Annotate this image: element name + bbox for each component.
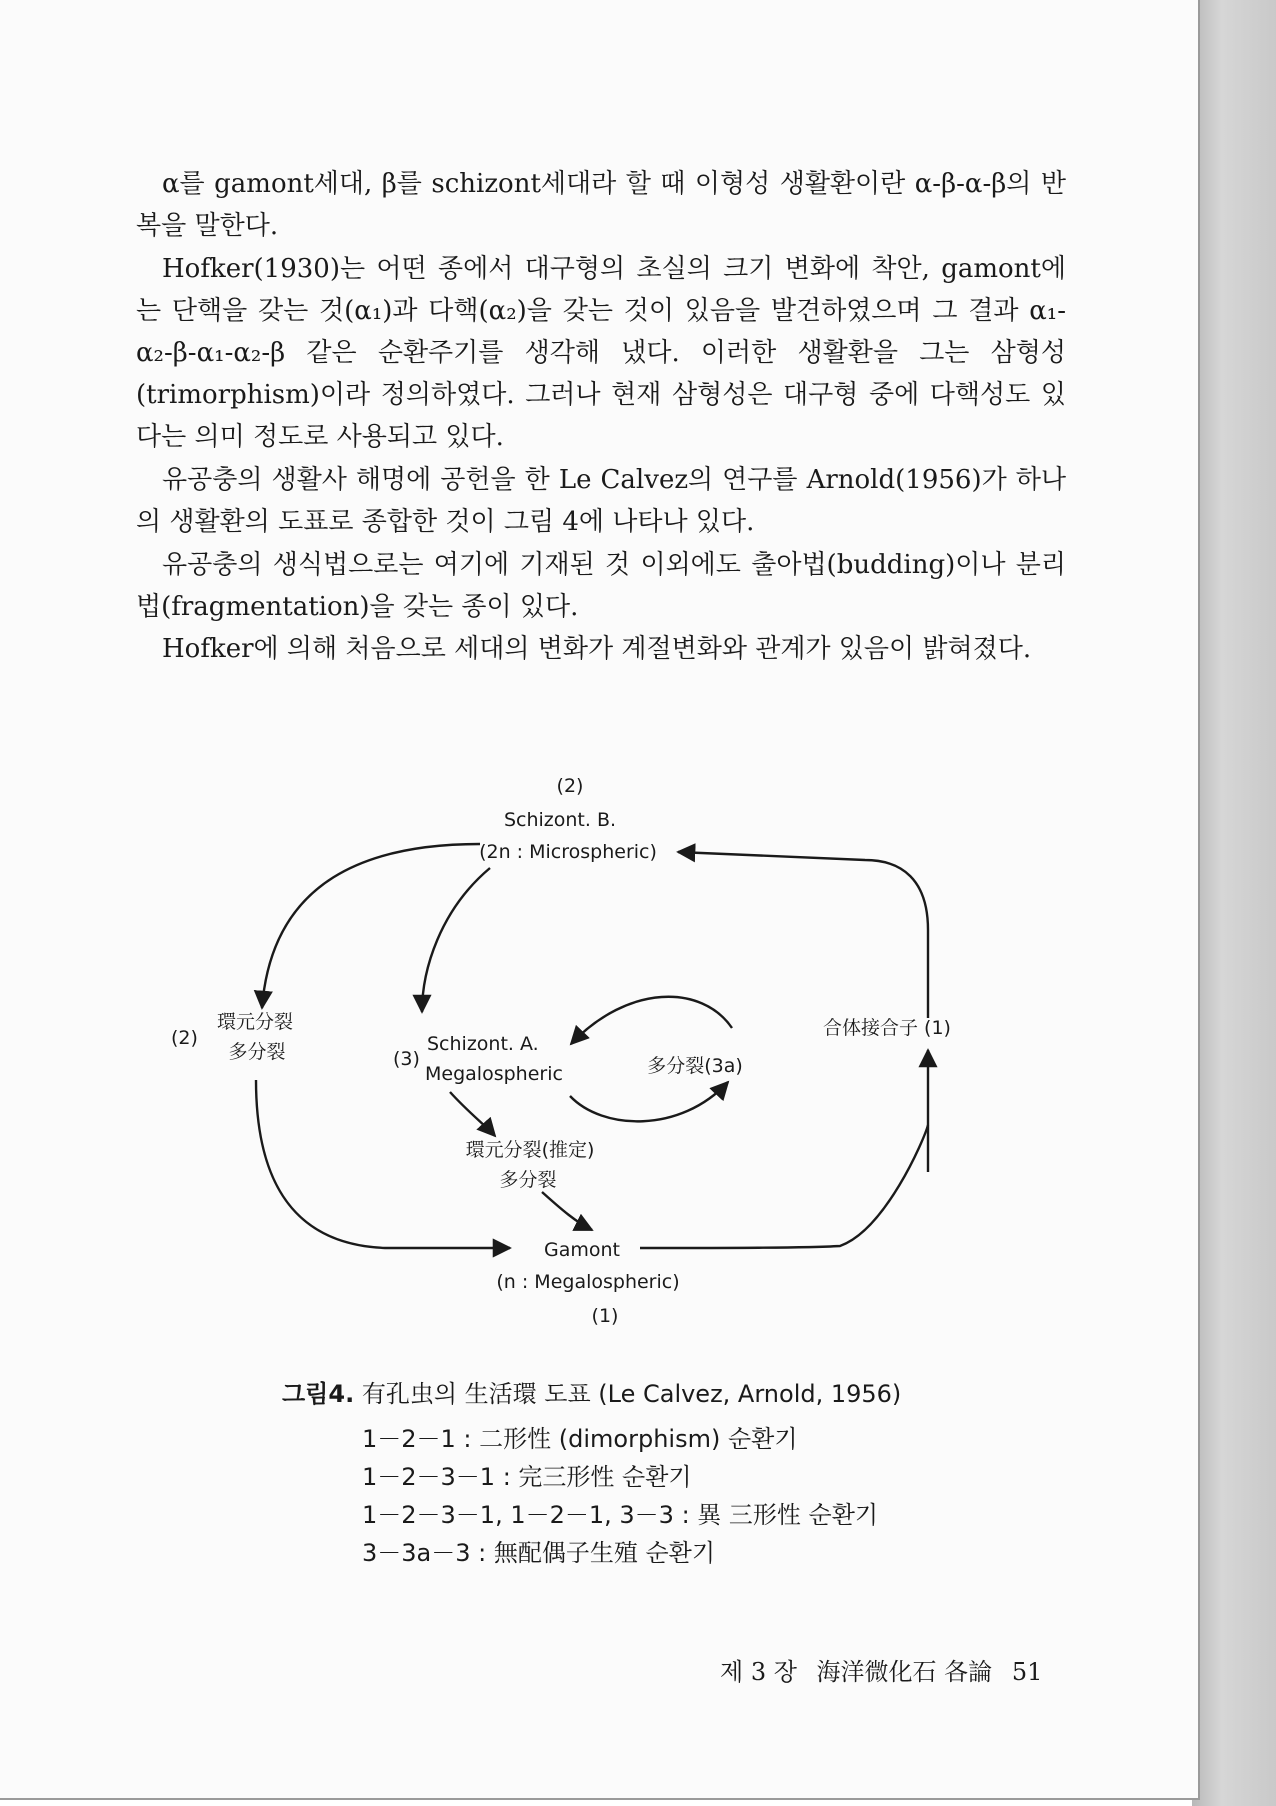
schizont-b-label: Schizont. B.: [503, 809, 617, 831]
schizont-a-number: (3): [393, 1048, 420, 1070]
arrow-plasmogamy-to-schizont-b: [678, 852, 928, 1018]
arrow-gamont-line-right: [640, 1125, 928, 1248]
arrow-schizont-b-to-left: [262, 844, 480, 1008]
page-footer: [720, 1652, 1054, 1687]
figure-label: 그림4.: [282, 1380, 355, 1408]
cycle-legend-item: 1－2－1 : 二形性 (dimorphism) 순환기: [362, 1425, 798, 1453]
cycle-legend-item: 1－2－3－1, 1－2－1, 3－3 : 異 三形性 순환기: [362, 1501, 879, 1529]
arrow-middle-to-gamont: [542, 1192, 592, 1230]
page-edge-shadow: [1192, 0, 1276, 1806]
footer-section: 海洋微化石 各論: [816, 1658, 993, 1686]
middle-node-line1: 環元分裂(推定): [465, 1139, 595, 1161]
cycle-legend-item: 3－3a－3 : 無配偶子生殖 순환기: [362, 1539, 716, 1567]
paragraph-alternation-of-generations: α를 gamont세대, β를 schizont세대라 할 때 이형성 생활환이란 α-β-α-β의 반복을 말한다.: [136, 169, 1066, 241]
gamont-detail: (n : Megalospheric): [496, 1271, 680, 1293]
arrow-left-to-gamont: [256, 1080, 510, 1248]
arrow-schizont-a-to-middle: [450, 1092, 495, 1136]
schizont-b-number: (2): [556, 775, 584, 797]
arrow-loop-bottom-to-right: [570, 1082, 728, 1121]
left-node-line1: 環元分裂: [216, 1011, 294, 1033]
paragraph-le-calvez: 유공충의 생활사 해명에 공헌을 한 Le Calvez의 연구를 Arnold(1956)가 하나의 생활환의 도표로 종합한 것이 그림 4에 나타나 있다.: [136, 465, 1066, 537]
gamont-label: Gamont: [544, 1239, 620, 1261]
schizont-b-detail: (2n : Microspheric): [479, 841, 657, 863]
figure-caption: [282, 1374, 901, 1409]
paragraph-seasonal-change: Hofker에 의해 처음으로 세대의 변화가 계절변화와 관계가 있음이 밝혀졌다.: [162, 634, 1032, 664]
paragraph-hofker-trimorphism: Hofker(1930)는 어떤 종에서 대구형의 초실의 크기 변화에 착안, gamont에는 단핵을 갖는 것(α₁)과 다핵(α₂)을 갖는 것이 있음을 발견하였으며 그 결과 α₁-α₂-β-α₁-α₂-β 같은 순환주기를 생각해 냈다. 이러한 생활환을 그는 삼형성(trimorphism)이라 정의하였다. 그러나 현재 삼형성은 대구형 중에 다핵성도 있다는 의미 정도로 사용되고 있다.: [136, 254, 1066, 452]
life-cycle-diagram: [150, 760, 1050, 1340]
paragraph-reproduction-methods: 유공충의 생식법으로는 여기에 기재된 것 이외에도 출아법(budding)이나 분리법(fragmentation)을 갖는 종이 있다.: [136, 550, 1066, 622]
arrow-schizont-b-to-schizont-a: [422, 868, 490, 1012]
left-node-line2: 多分裂: [228, 1041, 286, 1063]
arrow-loop-top-to-schizont-a: [571, 997, 732, 1044]
right-loop-label: 多分裂(3a): [647, 1055, 743, 1077]
schizont-a-detail: Megalospheric: [425, 1063, 563, 1085]
cycle-legend-item: 1－2－3－1 : 完三形性 순환기: [362, 1463, 692, 1491]
footer-chapter: 제 3 장: [720, 1658, 797, 1686]
plasmogamy-label: 合体接合子 (1): [823, 1017, 951, 1039]
figure-title: 有孔虫의 生活環 도표 (Le Calvez, Arnold, 1956): [361, 1380, 902, 1408]
page-number: 51: [1011, 1658, 1043, 1686]
cycle-legend: [362, 1420, 878, 1572]
schizont-a-label: Schizont. A.: [427, 1033, 539, 1055]
middle-node-line2: 多分裂: [499, 1169, 557, 1191]
gamont-number: (1): [591, 1305, 619, 1327]
left-node-number: (2): [171, 1027, 198, 1049]
